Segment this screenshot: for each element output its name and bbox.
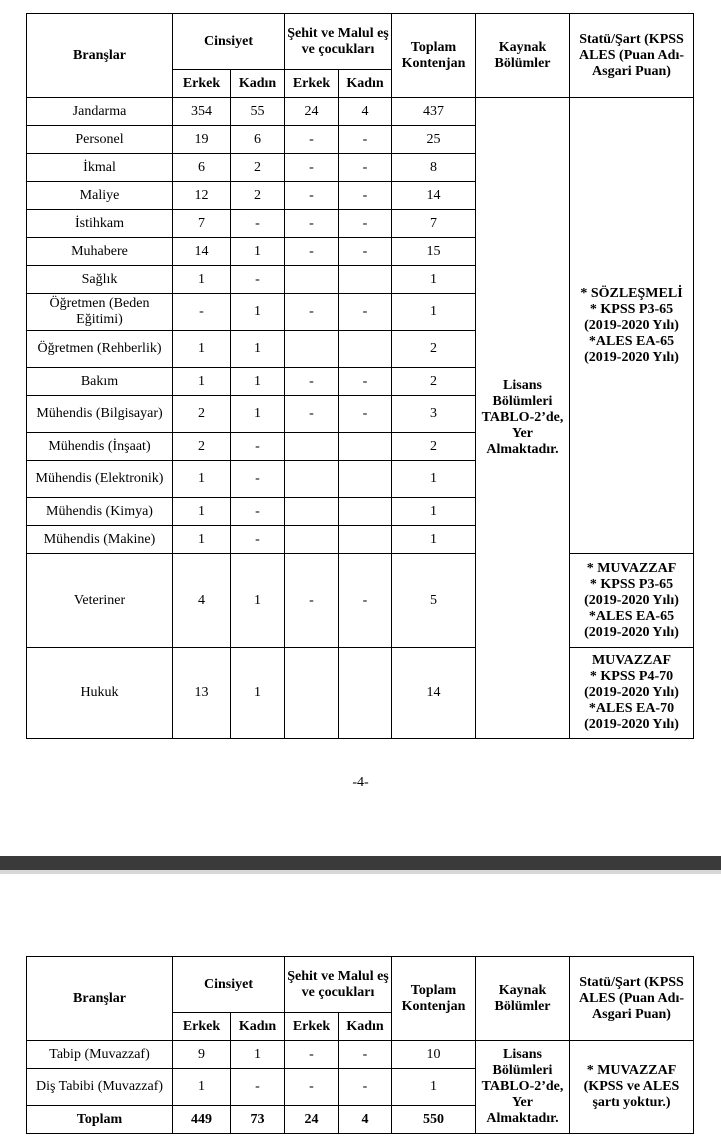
martyr-female-count: - (339, 396, 392, 433)
quota-table-page-4 (26, 13, 694, 739)
female-count: - (231, 266, 285, 294)
table-row (27, 98, 694, 126)
martyr-male-count (285, 526, 339, 554)
female-count: - (231, 210, 285, 238)
total-quota: 1 (392, 294, 476, 331)
source-departments-note: Lisans Bölümleri TABLO-2’de, Yer Almaktadır. (476, 1041, 570, 1134)
female-count: 55 (231, 98, 285, 126)
male-count: 449 (173, 1106, 231, 1134)
martyr-male-count (285, 648, 339, 739)
martyr-male-count (285, 331, 339, 368)
martyr-male-count (285, 266, 339, 294)
header-martyr: Şehit ve Malul eş ve çocukları (285, 957, 392, 1013)
branch-cell: Veteriner (27, 554, 173, 648)
male-count: 1 (173, 526, 231, 554)
status-line: (2019-2020 Yılı) (584, 317, 679, 333)
male-count: 1 (173, 368, 231, 396)
branch-cell: Jandarma (27, 98, 173, 126)
total-quota: 437 (392, 98, 476, 126)
female-count: - (231, 526, 285, 554)
status-hukuk (570, 648, 694, 739)
male-count: 9 (173, 1041, 231, 1069)
martyr-female-count: - (339, 1069, 392, 1106)
female-count: 73 (231, 1106, 285, 1134)
branch-cell: Hukuk (27, 648, 173, 739)
branch-cell: Mühendis (Elektronik) (27, 461, 173, 498)
total-quota: 14 (392, 182, 476, 210)
branch-cell: Maliye (27, 182, 173, 210)
header-branches: Branşlar (27, 957, 173, 1041)
male-count: 4 (173, 554, 231, 648)
female-count: 1 (231, 554, 285, 648)
branch-cell: Muhabere (27, 238, 173, 266)
martyr-male-count: - (285, 368, 339, 396)
header-female: Kadın (231, 1013, 285, 1041)
header-total: Toplam Kontenjan (392, 14, 476, 98)
branch-cell: Sağlık (27, 266, 173, 294)
female-count: 2 (231, 182, 285, 210)
branch-cell: Mühendis (İnşaat) (27, 433, 173, 461)
header-source: Kaynak Bölümler (476, 14, 570, 98)
header-martyr: Şehit ve Malul eş ve çocukları (285, 14, 392, 70)
status-line: * MUVAZZAF (586, 560, 677, 576)
header-gender: Cinsiyet (173, 14, 285, 70)
martyr-female-count: - (339, 368, 392, 396)
martyr-male-count: - (285, 126, 339, 154)
martyr-female-count (339, 526, 392, 554)
male-count: 2 (173, 433, 231, 461)
martyr-male-count: - (285, 294, 339, 331)
martyr-male-count: - (285, 154, 339, 182)
status-contract (570, 98, 694, 554)
martyr-female-count: - (339, 238, 392, 266)
total-quota: 2 (392, 433, 476, 461)
status-line: (2019-2020 Yılı) (584, 349, 679, 365)
female-count: - (231, 498, 285, 526)
male-count: 2 (173, 396, 231, 433)
male-count: 12 (173, 182, 231, 210)
male-count: - (173, 294, 231, 331)
status-line: * KPSS P3-65 (589, 301, 674, 317)
female-count: 1 (231, 648, 285, 739)
martyr-male-count: - (285, 210, 339, 238)
martyr-male-count: 24 (285, 98, 339, 126)
header-status: Statü/Şart (KPSS ALES (Puan Adı- Asgari Puan) (570, 957, 694, 1041)
status-muvazzaf (570, 1041, 694, 1134)
martyr-male-count (285, 433, 339, 461)
total-quota: 14 (392, 648, 476, 739)
male-count: 14 (173, 238, 231, 266)
total-quota: 5 (392, 554, 476, 648)
header-gender: Cinsiyet (173, 957, 285, 1013)
martyr-female-count (339, 498, 392, 526)
male-count: 1 (173, 266, 231, 294)
branch-cell: Mühendis (Kimya) (27, 498, 173, 526)
header-martyr-female: Kadın (339, 1013, 392, 1041)
branch-cell: İkmal (27, 154, 173, 182)
branch-cell: Bakım (27, 368, 173, 396)
martyr-female-count: - (339, 1041, 392, 1069)
table-row (27, 648, 694, 739)
martyr-female-count: - (339, 126, 392, 154)
branch-cell: Öğretmen (Rehberlik) (27, 331, 173, 368)
quota-table-page-5 (26, 956, 694, 1134)
total-quota: 7 (392, 210, 476, 238)
branch-cell: Öğretmen (Beden Eğitimi) (27, 294, 173, 331)
female-count: - (231, 461, 285, 498)
martyr-male-count (285, 461, 339, 498)
status-line: *ALES EA-65 (588, 608, 675, 624)
status-line: (2019-2020 Yılı) (584, 592, 679, 608)
total-quota: 1 (392, 526, 476, 554)
martyr-male-count: - (285, 554, 339, 648)
header-source: Kaynak Bölümler (476, 957, 570, 1041)
total-quota: 2 (392, 331, 476, 368)
martyr-female-count: - (339, 154, 392, 182)
total-quota: 550 (392, 1106, 476, 1134)
page-separator-shadow (0, 870, 721, 874)
martyr-female-count: 4 (339, 1106, 392, 1134)
branch-cell: Personel (27, 126, 173, 154)
total-quota: 25 (392, 126, 476, 154)
female-count: 1 (231, 294, 285, 331)
martyr-male-count: - (285, 396, 339, 433)
status-line: * SÖZLEŞMELİ (580, 285, 683, 301)
martyr-female-count (339, 331, 392, 368)
branch-cell: Mühendis (Bilgisayar) (27, 396, 173, 433)
male-count: 1 (173, 1069, 231, 1106)
female-count: 1 (231, 396, 285, 433)
male-count: 13 (173, 648, 231, 739)
martyr-female-count: - (339, 210, 392, 238)
source-departments-note: Lisans Bölümleri TABLO-2’de, Yer Almaktadır. (476, 98, 570, 739)
total-quota: 2 (392, 368, 476, 396)
status-line: şartı yoktur.) (592, 1095, 671, 1110)
martyr-female-count (339, 266, 392, 294)
martyr-male-count: - (285, 238, 339, 266)
page-separator (0, 856, 721, 870)
status-line: (KPSS ve ALES (583, 1079, 680, 1094)
female-count: 1 (231, 238, 285, 266)
page-number: -4- (352, 775, 369, 790)
header-status: Statü/Şart (KPSS ALES (Puan Adı- Asgari Puan) (570, 14, 694, 98)
header-male: Erkek (173, 1013, 231, 1041)
status-line: *ALES EA-65 (588, 333, 675, 349)
martyr-female-count (339, 461, 392, 498)
header-martyr-male: Erkek (285, 70, 339, 98)
male-count: 1 (173, 461, 231, 498)
male-count: 19 (173, 126, 231, 154)
header-martyr-male: Erkek (285, 1013, 339, 1041)
table-row (27, 554, 694, 648)
male-count: 1 (173, 498, 231, 526)
status-line: * MUVAZZAF (586, 1063, 677, 1078)
male-count: 6 (173, 154, 231, 182)
martyr-male-count: - (285, 1069, 339, 1106)
total-quota: 1 (392, 461, 476, 498)
branch-cell: Mühendis (Makine) (27, 526, 173, 554)
branch-cell: Toplam (27, 1106, 173, 1134)
total-quota: 1 (392, 1069, 476, 1106)
branch-cell: İstihkam (27, 210, 173, 238)
header-female: Kadın (231, 70, 285, 98)
total-quota: 1 (392, 266, 476, 294)
martyr-male-count (285, 498, 339, 526)
female-count: - (231, 1069, 285, 1106)
branch-cell: Tabip (Muvazzaf) (27, 1041, 173, 1069)
branch-cell: Diş Tabibi (Muvazzaf) (27, 1069, 173, 1106)
martyr-male-count: - (285, 1041, 339, 1069)
header-male: Erkek (173, 70, 231, 98)
female-count: 2 (231, 154, 285, 182)
header-martyr-female: Kadın (339, 70, 392, 98)
status-line: * KPSS P4-70 (589, 669, 674, 684)
total-quota: 15 (392, 238, 476, 266)
male-count: 1 (173, 331, 231, 368)
female-count: 1 (231, 1041, 285, 1069)
status-veteriner (570, 554, 694, 648)
status-line: (2019-2020 Yılı) (584, 717, 679, 732)
martyr-female-count: 4 (339, 98, 392, 126)
male-count: 7 (173, 210, 231, 238)
martyr-male-count: 24 (285, 1106, 339, 1134)
male-count: 354 (173, 98, 231, 126)
total-quota: 8 (392, 154, 476, 182)
female-count: 1 (231, 368, 285, 396)
martyr-female-count: - (339, 554, 392, 648)
status-line: * KPSS P3-65 (589, 576, 674, 592)
martyr-female-count: - (339, 294, 392, 331)
martyr-female-count (339, 433, 392, 461)
header-total: Toplam Kontenjan (392, 957, 476, 1041)
total-quota: 1 (392, 498, 476, 526)
female-count: 6 (231, 126, 285, 154)
status-line: *ALES EA-70 (588, 701, 675, 716)
total-quota: 10 (392, 1041, 476, 1069)
total-quota: 3 (392, 396, 476, 433)
header-branches: Branşlar (27, 14, 173, 98)
martyr-male-count: - (285, 182, 339, 210)
martyr-female-count: - (339, 182, 392, 210)
martyr-female-count (339, 648, 392, 739)
female-count: - (231, 433, 285, 461)
female-count: 1 (231, 331, 285, 368)
status-line: (2019-2020 Yılı) (584, 685, 679, 700)
table-row (27, 1041, 694, 1069)
status-line: (2019-2020 Yılı) (584, 624, 679, 640)
status-line: MUVAZZAF (591, 653, 672, 668)
